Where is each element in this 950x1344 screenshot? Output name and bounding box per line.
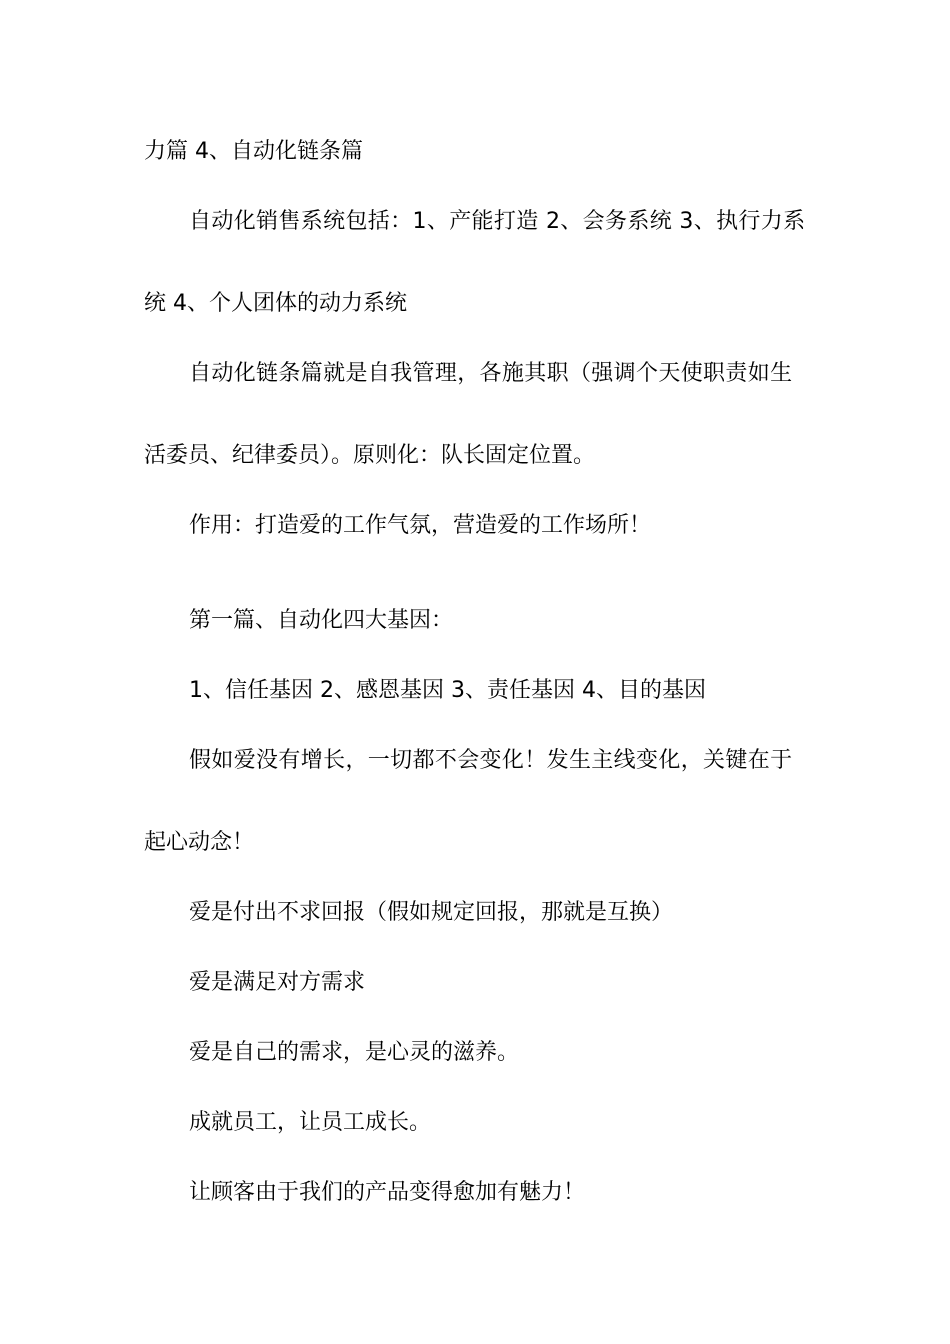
text-line: 起心动念！ [144,830,255,855]
paragraph-line: 自动化链条篇就是自我管理，各施其职（强调个天使职责如生 [189,361,793,386]
paragraph-line: 作用：打造爱的工作气氛，营造爱的工作场所！ [189,513,652,538]
paragraph-line: 假如爱没有增长，一切都不会变化！发生主线变化，关键在于 [189,748,793,773]
paragraph-line: 让顾客由于我们的产品变得愈加有魅力！ [189,1180,586,1205]
text-line: 统 4、个人团体的动力系统 [144,291,407,316]
paragraph-line: 爱是满足对方需求 [189,970,366,995]
paragraph-line: 1、信任基因 2、感恩基因 3、责任基因 4、目的基因 [189,678,706,703]
paragraph-line: 爱是自己的需求，是心灵的滋养。 [189,1040,520,1065]
paragraph-line: 爱是付出不求回报（假如规定回报，那就是互换） [189,900,674,925]
section-heading: 第一篇、自动化四大基因： [189,608,454,633]
text-line: 活委员、纪律委员）。原则化：队长固定位置。 [144,443,596,468]
paragraph-line: 成就员工，让员工成长。 [189,1110,432,1135]
text-line: 力篇 4、自动化链条篇 [144,139,363,164]
paragraph-line: 自动化销售系统包括：1、产能打造 2、会务系统 3、执行力系 [189,209,806,234]
